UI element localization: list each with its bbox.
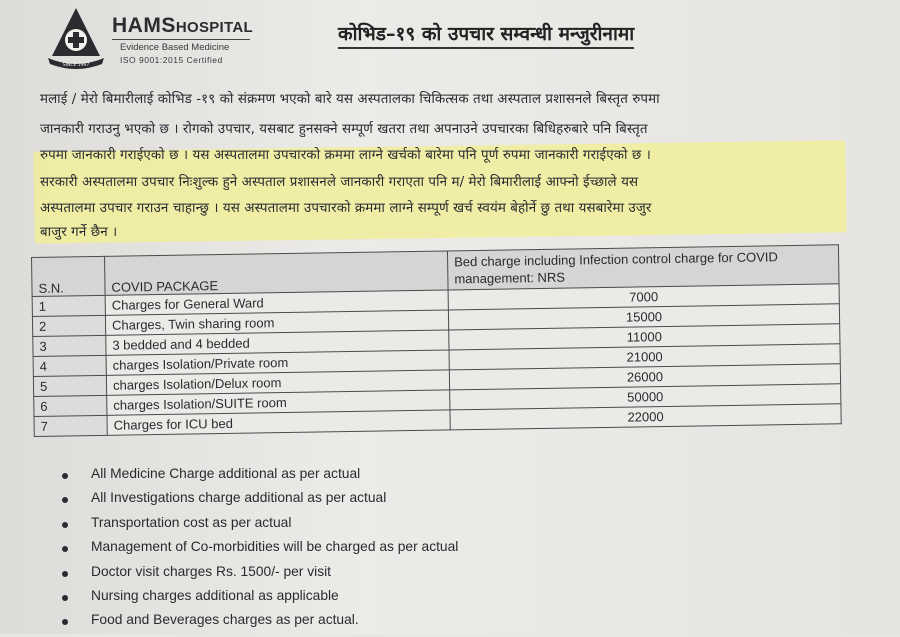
logo-tagline: Evidence Based Medicine: [120, 42, 230, 53]
bullet-icon: [62, 522, 68, 528]
paragraph-line: जानकारी गराउनु भएको छ । रोगको उपचार, यसबाट हुनसक्ने सम्पूर्ण खतरा तथा अपनाउने उपचारका बिधिहरुबारे पनि बिस्तृत: [40, 122, 648, 137]
row-price: 50000: [450, 384, 841, 410]
logo-name-main: HAMS: [112, 14, 176, 37]
row-package: charges Isolation/Delux room: [106, 370, 449, 395]
logo-seal-text: SINCE 1997: [62, 63, 90, 68]
row-sn: 3: [33, 335, 106, 356]
row-price: 22000: [450, 404, 841, 430]
paragraph-line: अस्पतालमा उपचार गराउन चाहान्छु । यस अस्पतालमा उपचारको क्रममा लाग्ने सम्पूर्ण खर्च स्वयंम बेहोर्ने छु तथा यसबारेमा उजुर: [40, 201, 652, 216]
row-sn: 7: [34, 415, 107, 436]
row-package: 3 bedded and 4 bedded: [106, 330, 449, 355]
notes-list: [62, 466, 762, 637]
row-price: 15000: [448, 304, 839, 330]
header-package: COVID PACKAGE: [104, 251, 448, 295]
header-sn: S.N.: [32, 256, 106, 296]
list-item: [62, 588, 762, 612]
note-text: Food and Beverages charges as per actual.: [91, 612, 359, 628]
logo-divider: [112, 39, 250, 40]
note-text: Doctor visit charges Rs. 1500/- per visit: [91, 563, 331, 579]
bullet-icon: [62, 473, 68, 479]
row-package: charges Isolation/Private room: [106, 350, 449, 375]
bullet-icon: [62, 497, 68, 503]
bullet-icon: [62, 619, 68, 625]
bullet-icon: [62, 546, 68, 552]
hospital-logo-icon: [44, 6, 108, 72]
document-title: कोभिड–१९ को उपचार सम्वन्धी मन्जुरीनामा: [338, 20, 634, 49]
row-sn: 1: [32, 295, 105, 316]
row-price: 21000: [449, 344, 840, 370]
hospital-logo: [44, 6, 254, 76]
logo-name: [112, 14, 253, 38]
bullet-icon: [62, 595, 68, 601]
note-text: Transportation cost as per actual: [91, 514, 292, 530]
covid-package-table: [31, 244, 842, 447]
note-text: All Medicine Charge additional as per actual: [91, 466, 361, 481]
list-item: [62, 564, 762, 588]
row-package: Charges, Twin sharing room: [105, 310, 448, 335]
paragraph-line: सरकारी अस्पतालमा उपचार निःशुल्क हुने अस्पताल प्रशासनले जानकारी गराएता पनि म/ मेरो बिमारीलाई आफ्नो ईच्छाले यस: [40, 175, 639, 190]
row-price: 26000: [449, 364, 840, 390]
row-price: 11000: [449, 324, 840, 350]
paragraph-line: बाजुर गर्ने छैन ।: [40, 225, 118, 240]
note-text: All Investigations charge additional as per actual: [91, 490, 387, 506]
list-item: [62, 490, 762, 514]
header-bed-charge: Bed charge including Infection control charge for COVID management: NRS: [447, 245, 839, 290]
note-text: Nursing charges additional as applicable: [91, 587, 339, 603]
logo-name-suffix: HOSPITAL: [175, 19, 253, 36]
row-package: Charges for ICU bed: [107, 410, 450, 435]
logo-iso: ISO 9001:2015 Certified: [120, 55, 223, 65]
row-sn: 6: [34, 395, 107, 416]
row-sn: 2: [32, 315, 105, 336]
list-item: [62, 466, 762, 490]
row-package: charges Isolation/SUITE room: [107, 390, 450, 415]
row-sn: 5: [33, 375, 106, 396]
row-sn: 4: [33, 355, 106, 376]
row-price: 7000: [448, 284, 839, 310]
row-package: Charges for General Ward: [105, 290, 448, 315]
note-text: Management of Co-morbidities will be charged as per actual: [91, 539, 459, 555]
bullet-icon: [62, 571, 68, 577]
list-item: [62, 539, 762, 563]
list-item: [62, 612, 762, 636]
paragraph-line: रुपमा जानकारी गराईएको छ । यस अस्पतालमा उपचारको क्रममा लाग्ने खर्चको बारेमा पनि पूर्ण रुपमा जानकारी गराईएको छ ।: [40, 148, 651, 163]
list-item: [62, 515, 762, 539]
paragraph-line: मलाई / मेरो बिमारीलाई कोभिड -१९ को संक्रमण भएको बारे यस अस्पतालका चिकित्सक तथा अस्पताल प्रशासनले बिस्तृत रुपमा: [40, 92, 660, 107]
